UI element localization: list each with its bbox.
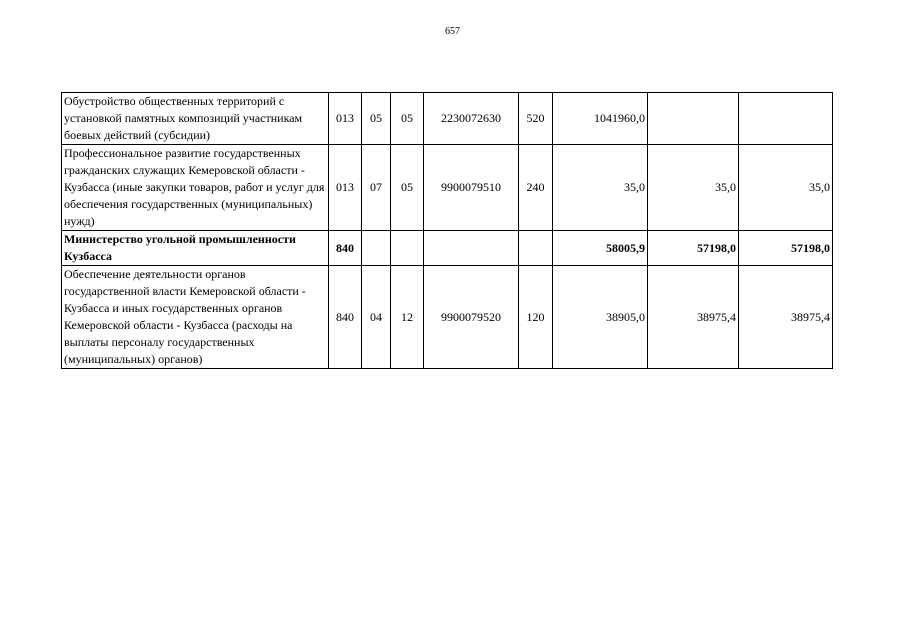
expense-type-cell xyxy=(519,231,553,266)
amount-year1-cell: 35,0 xyxy=(553,145,648,231)
expense-type-cell: 520 xyxy=(519,93,553,145)
amount-year1-cell: 58005,9 xyxy=(553,231,648,266)
budget-table xyxy=(61,92,833,369)
amount-year1-cell: 38905,0 xyxy=(553,266,648,369)
amount-year2-cell: 35,0 xyxy=(648,145,739,231)
table-row xyxy=(62,231,833,266)
table-row xyxy=(62,145,833,231)
amount-year2-cell: 57198,0 xyxy=(648,231,739,266)
subsection-code-cell: 05 xyxy=(391,93,424,145)
section-code-cell: 07 xyxy=(362,145,391,231)
ministry-code-cell: 013 xyxy=(329,93,362,145)
expense-type-cell: 240 xyxy=(519,145,553,231)
subsection-code-cell xyxy=(391,231,424,266)
ministry-code-cell: 840 xyxy=(329,231,362,266)
subsection-code-cell: 12 xyxy=(391,266,424,369)
amount-year3-cell xyxy=(739,93,833,145)
target-article-cell: 9900079520 xyxy=(424,266,519,369)
table-row xyxy=(62,266,833,369)
amount-year3-cell: 35,0 xyxy=(739,145,833,231)
section-code-cell: 05 xyxy=(362,93,391,145)
target-article-cell: 2230072630 xyxy=(424,93,519,145)
expense-name-cell: Министерство угольной промышленности Кузбасса xyxy=(62,231,329,266)
amount-year2-cell: 38975,4 xyxy=(648,266,739,369)
ministry-code-cell: 013 xyxy=(329,145,362,231)
amount-year3-cell: 57198,0 xyxy=(739,231,833,266)
amount-year2-cell xyxy=(648,93,739,145)
expense-name-cell: Обеспечение деятельности органов государственной власти Кемеровской области - Кузбасса и иных государственных органов Кемеровской области - Кузбасса (расходы на выплаты персоналу государственных (муниципальных) органов) xyxy=(62,266,329,369)
amount-year1-cell: 1041960,0 xyxy=(553,93,648,145)
subsection-code-cell: 05 xyxy=(391,145,424,231)
page-number: 657 xyxy=(445,26,460,37)
expense-type-cell: 120 xyxy=(519,266,553,369)
table-row xyxy=(62,93,833,145)
ministry-code-cell: 840 xyxy=(329,266,362,369)
target-article-cell: 9900079510 xyxy=(424,145,519,231)
expense-name-cell: Профессиональное развитие государственных гражданских служащих Кемеровской области - Кузбасса (иные закупки товаров, работ и услуг для обеспечения государственных (муниципальных) нужд) xyxy=(62,145,329,231)
expense-name-cell: Обустройство общественных территорий с установкой памятных композиций участникам боевых действий (субсидии) xyxy=(62,93,329,145)
section-code-cell: 04 xyxy=(362,266,391,369)
section-code-cell xyxy=(362,231,391,266)
amount-year3-cell: 38975,4 xyxy=(739,266,833,369)
target-article-cell xyxy=(424,231,519,266)
